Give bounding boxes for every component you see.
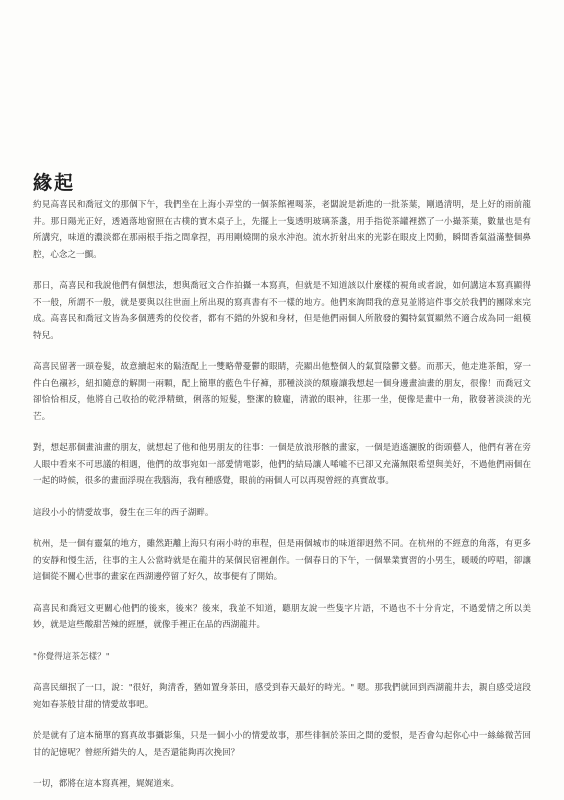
paragraph: 高喜民和喬冠文更關心他們的後來，後來？後來，我並不知道，聽朋友說一些隻字片語，不過也不十分肯定，不過愛情之所以美妙，就是這些酸甜苦辣的經歷，就像手裡正在品的西湖龍井。 <box>33 603 531 630</box>
paragraph: 杭州，是一個有靈氣的地方，雖然距離上海只有兩小時的車程，但是兩個城市的味道卻迥然不同。在杭州的不經意的角落，有更多的安靜和慢生活，往事的主人公當時就是在龍井的某個民宿裡創作。一個春日的下午，一個畢業實習的小男生，暖暖的哼唱，卻讓這個從不關心世事的畫家在西湖邊停留了好久，故事便有了開始。 <box>33 539 531 582</box>
paragraph: 高喜民留著一頭卷髮，故意續起來的鬍渣配上一雙略帶憂鬱的眼睛，壳顯出他整個人的氣質陰鬱文藝。而那天，他走進茶館，穿一件白色襯衫，紐扣隨意的解開一兩顆，配上簡單的藍色牛仔褲，那種淡淡的頹廢讓我想起一個身邊畫油畫的朋友，很像！而喬冠文卻恰恰相反，他將自己收拾的乾淨精緻，俐落的短髮，整潔的臉龐，清澈的眼神，往那一坐，便像是畫中一角，散發著淡淡的光芒。 <box>33 362 531 422</box>
section-title: 緣起 <box>33 172 76 194</box>
paragraph: 高喜民細抿了一口，說："很好，夠清香，猶如置身茶田，感受到春天最好的時光。" 嗯。那我們就回到西湖龍井去，親自感受這段宛如春茶般甘甜的情愛故事吧。 <box>33 683 531 710</box>
paragraph: 那日，高喜民和我說他們有個想法，想與喬冠文合作拍攝一本寫真，但就是不知道該以什麼樣的視角或者說，如何講這本寫真顯得不一般，所謂不一般，就是要與以往世面上所出現的寫真書有不一樣的地方。他們來詢問我的意見並將這件事交於我們的團隊來完成。高喜民和喬冠文皆為多個選秀的佼佼者，都有不錯的外貌和身材，但是他們兩個人所散發的獨特氣質顯然不適合成為同一組模特兒。 <box>33 281 531 341</box>
paragraph: 對，想起那個畫油畫的朋友，就想起了他和他男朋友的往事：一個是放浪形骸的畫家，一個是逍遙灑脫的街頭藝人，他們有著在旁人眼中看來不可思議的相遇，他們的故事宛如一部愛情電影，他們的結局讓人唏噓不已卻又充滿無限希望與美好，不過他們兩個在一起的時候，很多的畫面浮現在我腦海，我有種感覺，眼前的兩個人可以再現曾經的真實故事。 <box>33 443 531 486</box>
quote-paragraph: "你覺得這茶怎樣？" <box>33 651 110 662</box>
paragraph: 這段小小的情愛故事，發生在三年的西子湖畔。 <box>33 507 214 518</box>
paragraph: 約見高喜民和喬冠文的那個下午，我們坐在上海小弄堂的一個茶館裡喝茶，老闆說是新進的一批茶葉，剛過清明，是上好的雨前龍井。那日陽光正好，透過落地窗照在古樸的實木桌子上，先擺上一隻透明玻璃茶盞，用手指從茶罐裡撚了一小撮茶葉，數量也是有所講究，味道的濃淡都在那兩根手指之間拿捏，再用剛燒開的泉水沖泡。流水折射出來的光影在眼皮上閃動，瞬間香氣溢滿整個鼻腔，心念之一顫。 <box>33 200 531 260</box>
paragraph: 一切，都將在這本寫真裡，娓娓道來。 <box>33 779 180 789</box>
article-body <box>33 197 531 800</box>
paragraph: 於是就有了這本簡單的寫真故事攝影集，只是一個小小的情愛故事，那些徘徊於茶田之間的愛恨，是否會勾起你心中一絲絲微苦回甘的記憶呢？曾經所錯失的人，是否還能夠再次挽回？ <box>33 731 531 758</box>
